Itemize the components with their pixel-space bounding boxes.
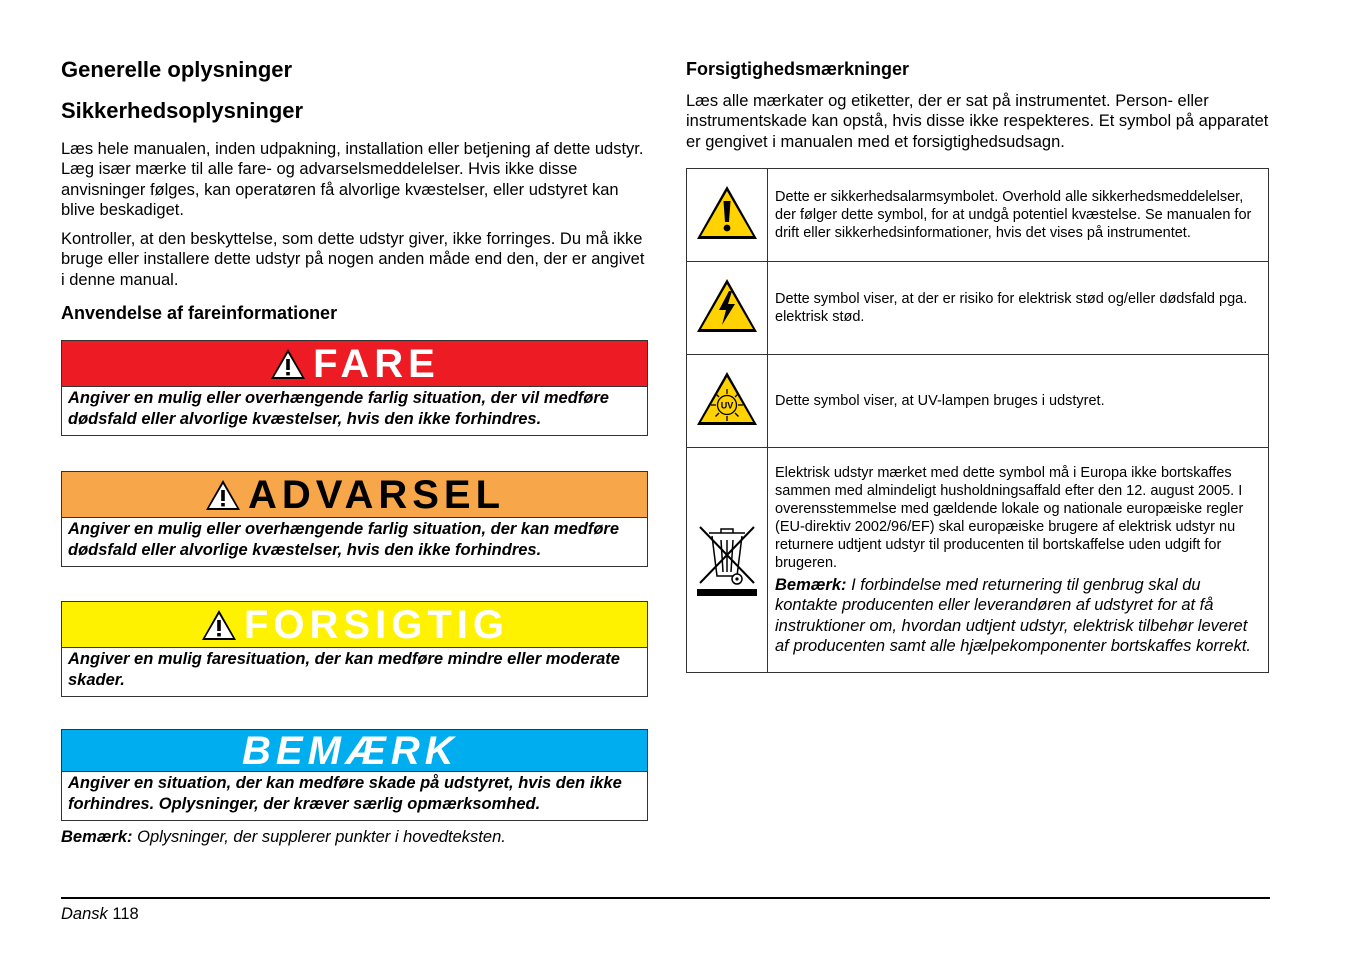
hazard-box-bemaerk	[61, 729, 648, 821]
uv-lamp-icon	[695, 370, 759, 428]
symbol-note-label: Bemærk:	[775, 575, 847, 594]
symbol-text: Elektrisk udstyr mærket med dette symbol må i Europa ikke bortskaffes sammen med almindeligt husholdningsaffald efter den 12. august 2005. I overensstemmelse med gældende lokale og nationale europæiske regler (EU-direktiv 2002/96/EF) skal europæiske brugere af elektrisk udstyr nu returnere udtjent udstyr til producenten til bortskaffelse uden udgift for brugeren.	[775, 464, 1244, 571]
precaution-paragraph: Læs alle mærkater og etiketter, der er sat på instrumentet. Person- eller instrumentskade kan opstå, hvis disse ikke respekteres. Et symbol på apparatet er gengivet i manualen med et forsigtighedsudsagn.	[686, 92, 1269, 151]
footer-page-number: 118	[112, 905, 139, 923]
symbol-icon-cell	[687, 262, 768, 355]
hazard-box-advarsel	[61, 471, 648, 567]
heading-safety: Sikkerhedsoplysninger	[61, 98, 304, 123]
symbol-icon-cell	[687, 355, 768, 448]
symbol-icon-cell	[687, 448, 768, 673]
note-line	[61, 828, 506, 847]
symbol-text: Dette symbol viser, at der er risiko for elektrisk stød og/eller dødsfald pga. elektrisk stød.	[768, 262, 1269, 355]
heading-precaution-labels: Forsigtighedsmærkninger	[686, 59, 910, 79]
heading-hazard-usage: Anvendelse af fareinformationer	[61, 303, 338, 323]
hazard-box-fare	[61, 340, 648, 436]
warning-triangle-icon	[269, 347, 307, 381]
hazard-word-bemaerk: BEMÆRK	[242, 728, 459, 773]
symbol-row	[687, 355, 1269, 448]
symbol-table	[686, 168, 1269, 673]
symbol-note-text: I forbindelse med returnering til genbrug skal du kontakte producenten eller leverandøren af udstyret for at få instruktioner om, hvordan udtjent udstyr, elektrisk tilbehør leveret af producenten samt alle hjælpekomponenter bortskaffes korrekt.	[775, 575, 1252, 655]
symbol-row	[687, 448, 1269, 673]
hazard-word-fare: FARE	[313, 341, 440, 386]
safety-paragraph-2: Kontroller, at den beskyttelse, som dette udstyr giver, ikke forringes. Du må ikke bruge eller installere dette udstyr på nogen anden måde end den, der er angivet i denne manual.	[61, 230, 645, 289]
hazard-box-forsigtig	[61, 601, 648, 697]
footer-rule	[61, 897, 1270, 899]
symbol-icon-cell	[687, 169, 768, 262]
warning-triangle-icon	[200, 608, 238, 642]
symbol-row	[687, 262, 1269, 355]
hazard-header-fare	[62, 341, 647, 387]
hazard-header-forsigtig	[62, 602, 647, 648]
safety-paragraph-1: Læs hele manualen, inden udpakning, installation eller betjening af dette udstyr. Læg især mærke til alle fare- og advarselsmeddelelser. Hvis ikke disse anvisninger følges, kan operatøren få alvorlige kvæstelser, eller udstyret kan blive beskadiget.	[61, 140, 644, 219]
hazard-word-forsigtig: FORSIGTIG	[244, 602, 509, 647]
warning-triangle-icon	[204, 478, 242, 512]
footer-language: Dansk	[61, 905, 108, 923]
note-text: Oplysninger, der supplerer punkter i hovedteksten.	[132, 828, 506, 846]
electric-shock-icon	[695, 277, 759, 335]
note-label: Bemærk:	[61, 828, 133, 846]
hazard-text-fare: Angiver en mulig eller overhængende farlig situation, der vil medføre dødsfald eller alvorlige kvæstelser, hvis den ikke forhindres.	[68, 389, 609, 428]
symbol-row	[687, 169, 1269, 262]
warning-triangle-icon	[695, 184, 759, 242]
hazard-text-advarsel: Angiver en mulig eller overhængende farlig situation, der kan medføre dødsfald eller alvorlige kvæstelser, hvis den ikke forhindres.	[68, 520, 620, 559]
hazard-word-advarsel: ADVARSEL	[247, 472, 506, 517]
footer	[61, 905, 139, 924]
weee-bin-icon	[694, 519, 760, 597]
symbol-note	[775, 575, 1261, 657]
symbol-text: Dette er sikkerhedsalarmsymbolet. Overhold alle sikkerhedsmeddelelser, der følger dette symbol, for at undgå potentiel kvæstelse. Se manualen for drift eller sikkerhedsinformationer, hvis det vises på instrumentet.	[768, 169, 1269, 262]
uv-label: UV	[720, 400, 734, 410]
hazard-header-bemaerk	[62, 730, 647, 772]
hazard-header-advarsel	[62, 472, 647, 518]
heading-general: Generelle oplysninger	[61, 57, 293, 82]
hazard-text-bemaerk: Angiver en situation, der kan medføre skade på udstyret, hvis den ikke forhindres. Oplysninger, der kræver særlig opmærksomhed.	[68, 774, 622, 813]
symbol-text-weee	[768, 448, 1269, 673]
hazard-text-forsigtig: Angiver en mulig faresituation, der kan medføre mindre eller moderate skader.	[68, 650, 620, 689]
symbol-text: Dette symbol viser, at UV-lampen bruges i udstyret.	[768, 355, 1269, 448]
